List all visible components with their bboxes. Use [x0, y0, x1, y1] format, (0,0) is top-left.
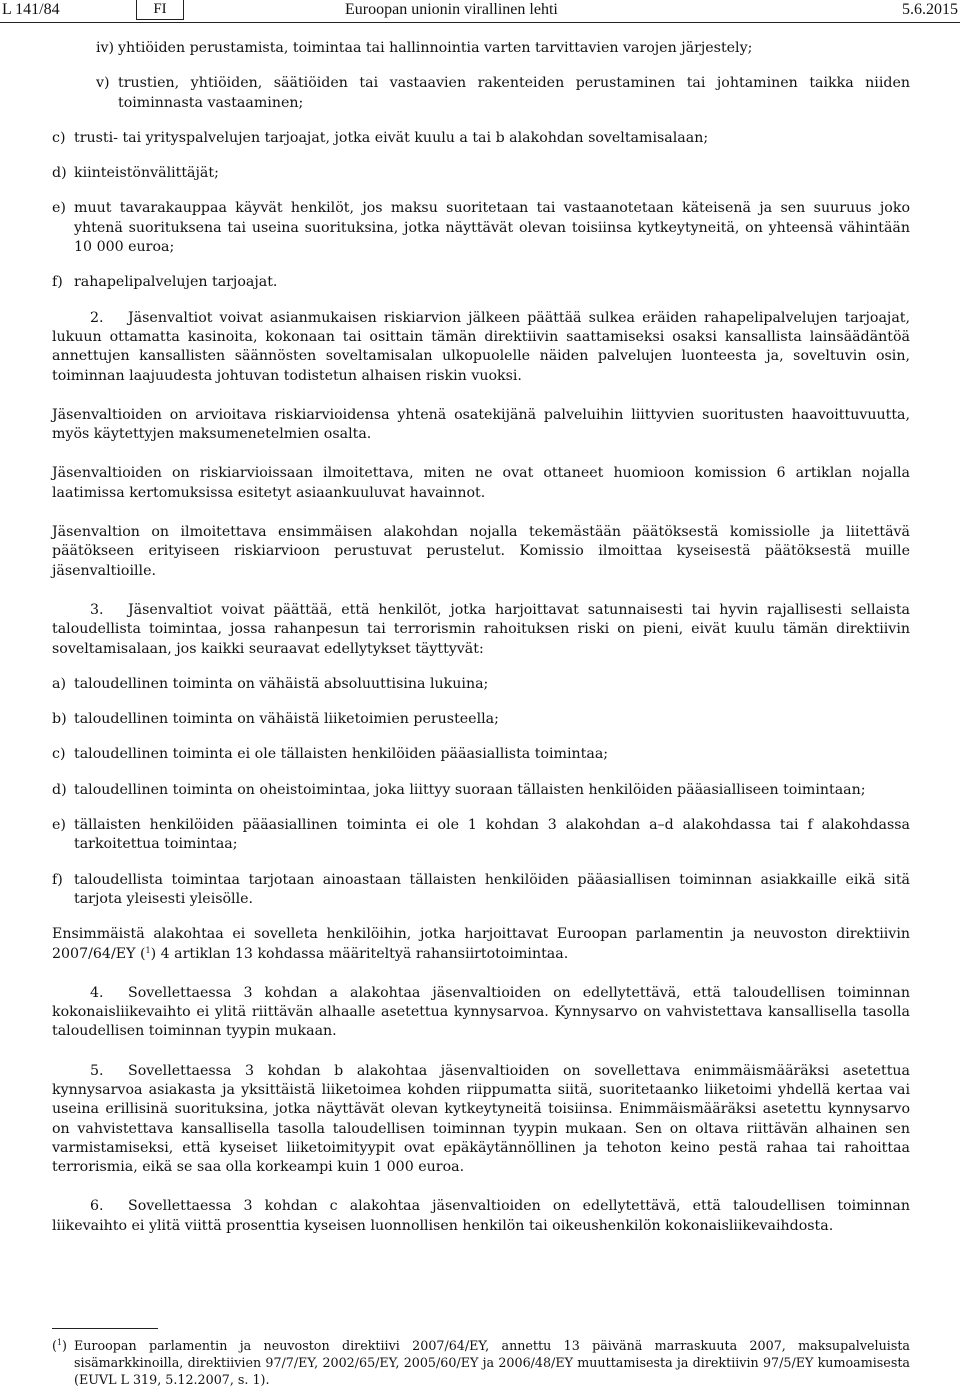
- list-item-text: kiinteistönvälittäjät;: [74, 165, 219, 182]
- list-item-label: iv): [96, 40, 115, 56]
- paragraph-text: Ensimmäistä alakohtaa ei sovelleta henkilöihin, jotka harjoittavat Euroopan parlamentin ja neuvoston direktiivin 2007/64/EY (: [52, 926, 910, 962]
- list-item-text: rahapelipalvelujen tarjoajat.: [74, 274, 278, 291]
- list-item-label: f): [52, 871, 63, 888]
- list-item: [52, 164, 910, 183]
- list-item-text: taloudellinen toiminta ei ole tällaisten henkilöiden pääasiallista toimintaa;: [74, 746, 609, 763]
- footnote-mark: ($^1$): [52, 1338, 67, 1353]
- list-item-text: taloudellista toimintaa tarjotaan ainoastaan tällaisten henkilöiden pääasiallisen toiminnan asiakkaille eikä sitä tarjota yleisesti yleisölle.: [74, 871, 910, 907]
- list-item-text: muut tavarakauppaa käyvät henkilöt, jos maksu suoritetaan tai vastaanotetaan käteisenä ja sen suuruus joko yhtenä suorituksena tai useina suorituksina, jotka näyttävät olevan toisiinsa kytkeytyneitä, on yhteensä vähintään 10 000 euroa;: [74, 200, 910, 256]
- publication-date: 5.6.2015: [902, 1, 958, 18]
- list-item-label: a): [52, 675, 66, 692]
- paragraph-number: 5.: [90, 1062, 104, 1079]
- list-item-text: tällaisten henkilöiden pääasiallinen toiminta ei ole 1 kohdan 3 alakohdan a–d alakohdassa tai f alakohdassa tarkoitettua toimintaa;: [74, 817, 910, 853]
- page-reference: L 141/84: [2, 1, 60, 18]
- paragraph-text: Jäsenvaltiot voivat päättää, että henkilöt, jotka harjoittavat satunnaisesti tai hyvin rajallisesti sellaista taloudellista toimintaa, jossa rahanpesun tai terrorismin rahoituksen riski on pieni, eivät kuulu tämän direktiivin soveltamisalaan, jos kaikki seuraavat edellytykset täyttyvät:: [52, 601, 910, 657]
- footnote: [52, 1337, 910, 1388]
- list-item-label: d): [52, 781, 67, 798]
- paragraph-4: [52, 984, 910, 1042]
- list-item: [52, 74, 910, 113]
- list-item: [52, 816, 910, 855]
- list-item-text: trustien, yhtiöiden, säätiöiden tai vastaavien rakenteiden perustaminen tai johtaminen taikka niiden toiminnasta vastaaminen;: [118, 75, 910, 111]
- list-item: [52, 710, 910, 729]
- footnote-number: 1: [56, 1338, 63, 1347]
- list-item-text: taloudellinen toiminta on vähäistä liiketoimien perusteella;: [74, 711, 499, 728]
- list-item-label: v): [96, 75, 110, 92]
- list-item: [52, 871, 910, 910]
- paragraph-text-end: ) 4 artiklan 13 kohdassa määriteltyä rahansiirtotoimintaa.: [150, 945, 569, 962]
- list-item: [52, 273, 910, 292]
- paragraph-3: [52, 601, 910, 659]
- paragraph-text: Jäsenvaltiot voivat asianmukaisen riskiarvion jälkeen päättää sulkea eräiden rahapelipalvelujen tarjoajat, lukuun ottamatta kasinoita, kokonaan tai osittain tämän direktiivin saattamiseksi osaksi kansallista lainsäädäntöä annettujen kansallisten säännösten soveltamisalan ulkopuolelle näiden palvelujen luonteesta ja, soveltuvin osin, toiminnan laajuudesta johtuvan todistetun alhaisen riskin vuoksi.: [52, 309, 910, 384]
- list-item: [52, 745, 910, 764]
- footnote-divider: [52, 1328, 158, 1329]
- paragraph: Jäsenvaltioiden on riskiarvioissaan ilmoitettava, miten ne ovat ottaneet huomioon komission 6 artiklan nojalla laatimissa kertomuksissa esitetyt asiaankuuluvat havainnot.: [52, 465, 910, 501]
- list-item-label: b): [52, 711, 67, 728]
- paragraph-text: Sovellettaessa 3 kohdan b alakohtaa jäsenvaltioiden on sovellettava enimmäismääräksi asetettua kynnysarvoa asiakasta ja yksittäistä liiketoimea kohden riippumatta siitä, suoritetaanko liiketoimi yhdellä kertaa vai useina erillisinä suorituksina, jotka näyttävät olevan kytkeytyneitä toisiinsa. Enimmäismääräksi asetettu kynnysarvo on vahvistettava kansallisella tasolla taloudellisen toiminnan tyypin mukaan. Sen on oltava riittävän alhainen sen varmistamiseksi, että kyseiset liiketoimityypit ovat epäkäytännöllinen ja tehoton keino pestä rahaa tai rahoittaa terrorismia, eikä se saa olla korkeampi kuin 1 000 euroa.: [52, 1062, 910, 1176]
- paragraph-2: [52, 309, 910, 386]
- footnote-text: Euroopan parlamentin ja neuvoston direktiivi 2007/64/EY, annettu 13 päivänä marraskuuta 2007, maksupalveluista sisämarkkinoilla, direktiivien 97/7/EY, 2002/65/EY, 2005/60/EY ja 2006/48/EY muuttamisesta ja direktiivin 97/5/EY kumoamisesta (EUVL L 319, 5.12.2007, s. 1).: [74, 1338, 910, 1387]
- language-badge: FI: [136, 0, 184, 20]
- list-item: [52, 39, 910, 58]
- paragraph-number: 4.: [90, 984, 104, 1001]
- list-item-label: c): [52, 129, 66, 146]
- page-header: [0, 0, 960, 23]
- list-item-label: e): [52, 200, 66, 217]
- list-item: [52, 675, 910, 694]
- list-item-label: e): [52, 817, 66, 834]
- list-item-label: d): [52, 165, 67, 182]
- paragraph: Jäsenvaltioiden on arvioitava riskiarvioidensa yhtenä osatekijänä palveluihin liittyvien suoritusten haavoittuvuutta, myös käytettyjen maksumenetelmien osalta.: [52, 406, 910, 443]
- list-item-text: taloudellinen toiminta on vähäistä absoluuttisina lukuina;: [74, 675, 489, 692]
- paragraph-text: Sovellettaessa 3 kohdan c alakohtaa jäsenvaltioiden on edellytettävä, että taloudellisen toiminnan liikevaihto ei ylitä viittä prosenttia kyseisen luonnollisen henkilön tai oikeushenkilön kokonaisliikevaihdosta.: [52, 1198, 910, 1234]
- footnote-reference[interactable]: 1: [145, 945, 151, 955]
- paragraph-5: [52, 1062, 910, 1178]
- paragraph-number: 6.: [90, 1198, 104, 1215]
- list-item-text: yhtiöiden perustamista, toimintaa tai hallinnointia varten tarvittavien varojen järjestely;: [118, 40, 753, 56]
- paragraph-text: Sovellettaessa 3 kohdan a alakohtaa jäsenvaltioiden on edellytettävä, että taloudellisen toiminnan kokonaisliikevaihto ei ylitä riittävän alhaalle asetettua kynnysarvoa. Kynnysarvo on vahvistettava kansallisella tasolla taloudellisen toiminnan tyypin mukaan.: [52, 984, 910, 1040]
- journal-title: Euroopan unionin virallinen lehti: [345, 1, 558, 18]
- paragraph-number: 2.: [90, 309, 104, 326]
- paragraph: [52, 925, 910, 964]
- list-item-label: c): [52, 746, 66, 763]
- list-item-text: taloudellinen toiminta on oheistoimintaa, joka liittyy suoraan tällaisten henkilöiden pääasialliseen toimintaan;: [74, 781, 866, 798]
- list-item: [52, 129, 910, 148]
- paragraph-6: [52, 1197, 910, 1236]
- paragraph-number: 3.: [90, 601, 104, 618]
- document-body: [52, 39, 910, 1236]
- list-item-text: trusti- tai yrityspalvelujen tarjoajat, jotka eivät kuulu a tai b alakohdan soveltamisalaan;: [74, 129, 709, 146]
- paragraph: Jäsenvaltion on ilmoitettava ensimmäisen alakohdan nojalla tekemästään päätöksestä komissiolle ja liitettävä päätökseen erityiseen riskiarvioon perustuvat perustelut. Komissio ilmoittaa kyseisestä päätöksestä muille jäsenvaltioille.: [52, 524, 910, 579]
- list-item-label: f): [52, 274, 63, 291]
- list-item: [52, 781, 910, 800]
- list-item: [52, 199, 910, 257]
